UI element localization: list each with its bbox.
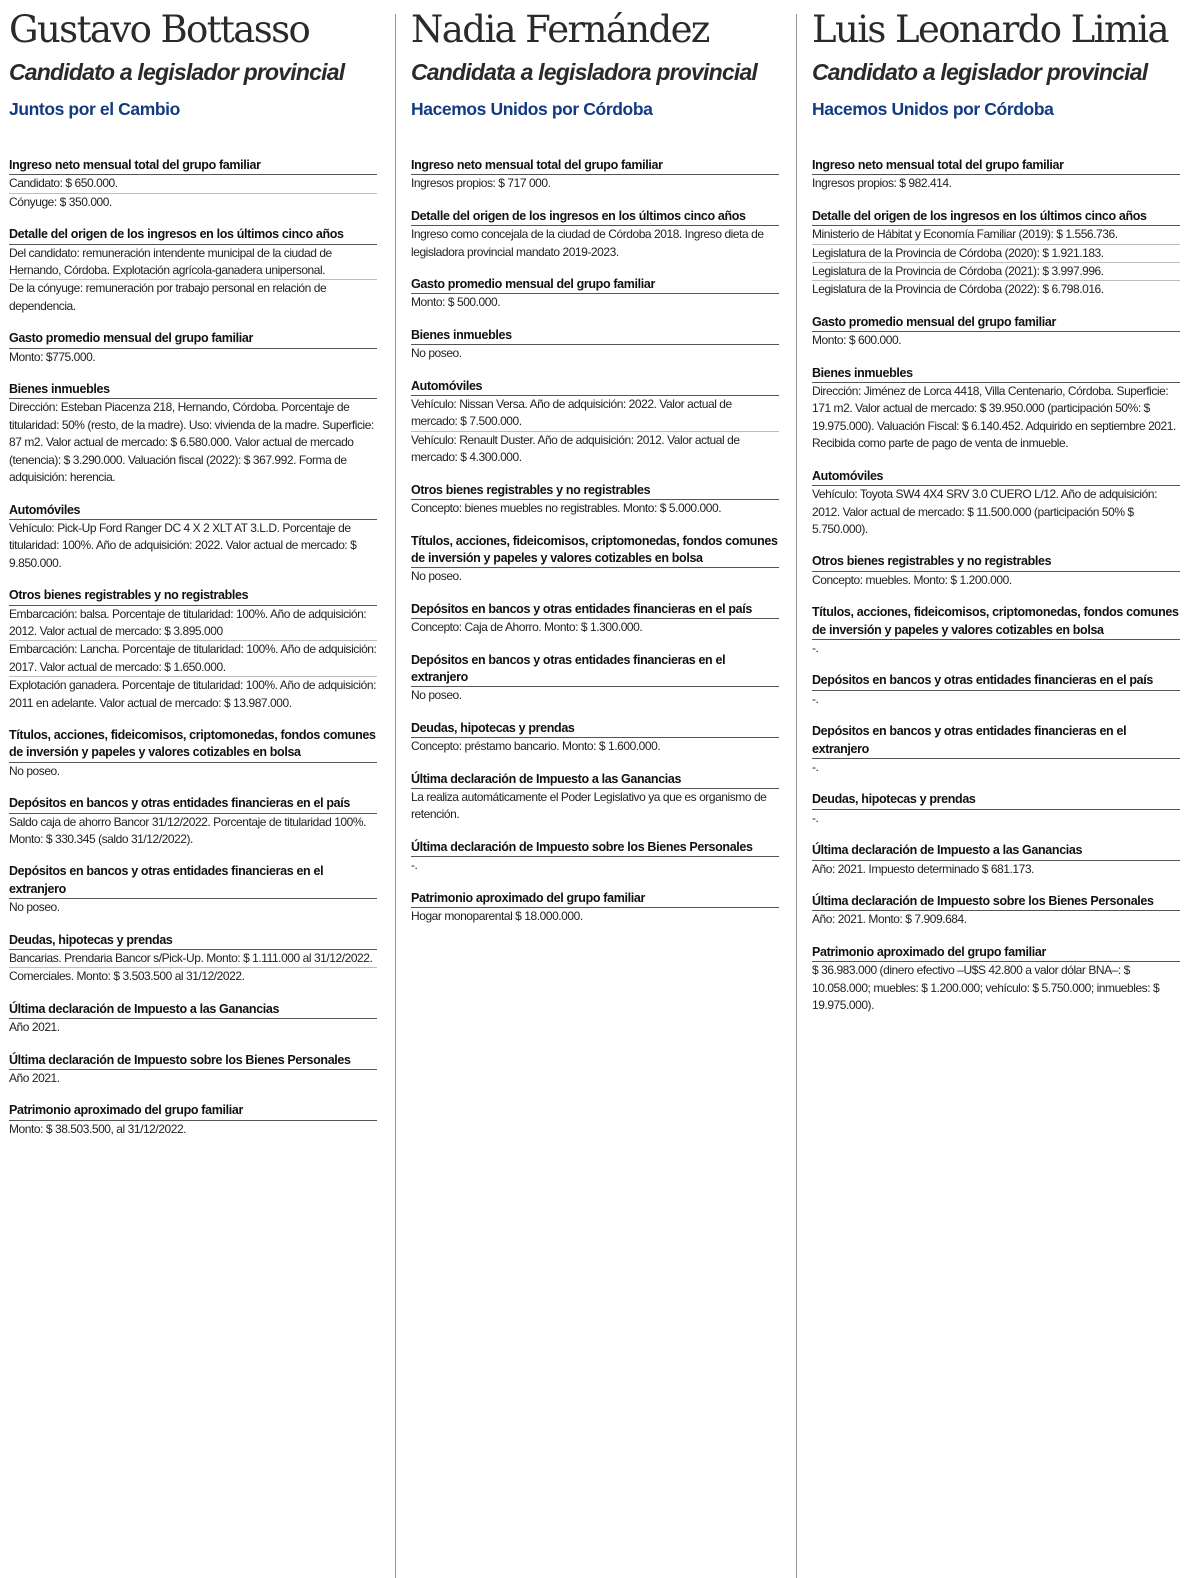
column-divider: [395, 14, 396, 1578]
declaration-sections: [812, 157, 1180, 1029]
candidate-role: Candidato a legislador provincial: [9, 59, 345, 85]
section-title: Gasto promedio mensual del grupo familiar: [411, 276, 779, 294]
declaration-section: [9, 727, 377, 780]
section-line: Monto: $775.000.: [9, 349, 96, 364]
declaration-section: [812, 208, 1180, 299]
section-line: Concepto: préstamo bancario. Monto: $ 1.600.000.: [411, 739, 661, 754]
declaration-section: [411, 208, 779, 261]
section-line: Año: 2021. Impuesto determinado $ 681.173.: [812, 861, 1034, 876]
candidate-role: Candidata a legisladora provincial: [411, 59, 758, 85]
section-line: -.: [812, 759, 819, 774]
section-line: Concepto: bienes muebles no registrables. Monto: $ 5.000.000.: [411, 501, 722, 516]
section-line: Del candidato: remuneración intendente municipal de la ciudad de Hernando, Córdoba. Explotación agrícola-ganadera unipersonal.: [9, 245, 377, 281]
candidate-name: Nadia Fernández: [411, 8, 709, 51]
declaration-section: [812, 553, 1180, 589]
section-line: Ministerio de Hábitat y Economía Familiar (2019): $ 1.556.736.: [812, 226, 1180, 244]
section-line: Vehículo: Nissan Versa. Año de adquisición: 2022. Valor actual de mercado: $ 7.500.000.: [411, 396, 779, 432]
section-line: Vehículo: Toyota SW4 4X4 SRV 3.0 CUERO L/12. Año de adquisición: 2012. Valor actual de mercado: $ 11.500.000 (participación 50% $ 5.750.000).: [812, 487, 1157, 536]
section-line: Vehículo: Pick-Up Ford Ranger DC 4 X 2 XLT AT 3.L.D. Porcentaje de titularidad: 100%. Año de adquisición: 2022. Valor actual de mercado: $ 9.850.000.: [9, 520, 357, 570]
section-title: Deudas, hipotecas y prendas: [812, 791, 1180, 809]
section-line: Año 2021.: [9, 1020, 60, 1035]
section-line: La realiza automáticamente el Poder Legislativo ya que es organismo de retención.: [411, 789, 767, 822]
section-line: Legislatura de la Provincia de Córdoba (2021): $ 3.997.996.: [812, 263, 1180, 281]
section-title: Última declaración de Impuesto sobre los Bienes Personales: [812, 893, 1180, 911]
section-line: Vehículo: Renault Duster. Año de adquisición: 2012. Valor actual de mercado: $ 4.300.000.: [411, 432, 740, 465]
candidate-name: Gustavo Bottasso: [9, 8, 310, 51]
section-line: -.: [812, 691, 819, 706]
section-line: Embarcación: Lancha. Porcentaje de titularidad: 100%. Año de adquisición: 2017. Valor actual de mercado: $ 1.650.000.: [9, 641, 377, 677]
declaration-section: [9, 1001, 377, 1037]
declaration-section: [411, 720, 779, 756]
section-title: Detalle del origen de los ingresos en los últimos cinco años: [411, 208, 779, 226]
section-title: Ingreso neto mensual total del grupo familiar: [411, 157, 779, 175]
declaration-section: [812, 365, 1180, 453]
section-line: Hogar monoparental $ 18.000.000.: [411, 909, 583, 923]
section-line: Ingresos propios: $ 717 000.: [411, 176, 551, 191]
section-line: No poseo.: [411, 688, 462, 703]
candidate-role: Candidato a legislador provincial: [812, 59, 1148, 85]
section-title: Otros bienes registrables y no registrables: [812, 553, 1180, 571]
declaration-section: [411, 771, 779, 824]
section-line: Monto: $ 600.000.: [812, 333, 902, 348]
section-title: Automóviles: [411, 378, 779, 396]
section-line: -.: [411, 858, 418, 873]
section-title: Títulos, acciones, fideicomisos, criptomonedas, fondos comunes de inversión y papeles y valores cotizables en bolsa: [812, 604, 1180, 640]
declaration-section: [812, 672, 1180, 708]
declaration-section: [812, 893, 1180, 929]
section-title: Gasto promedio mensual del grupo familiar: [9, 330, 377, 348]
section-title: Depósitos en bancos y otras entidades financieras en el país: [411, 601, 779, 619]
declaration-section: [812, 944, 1180, 1015]
section-title: Depósitos en bancos y otras entidades financieras en el extranjero: [411, 652, 779, 688]
section-title: Automóviles: [9, 502, 377, 520]
declaration-section: [812, 723, 1180, 776]
section-line: Cónyuge: $ 350.000.: [9, 194, 112, 209]
section-title: Depósitos en bancos y otras entidades financieras en el extranjero: [812, 723, 1180, 759]
section-line: Año 2021.: [9, 1071, 60, 1086]
declaration-sections: [9, 157, 377, 1153]
declaration-section: [9, 502, 377, 573]
declaration-section: [812, 842, 1180, 878]
candidate-party: Juntos por el Cambio: [9, 99, 180, 119]
declaration-section: [411, 378, 779, 467]
section-line: Monto: $ 500.000.: [411, 295, 501, 310]
section-line: $ 36.983.000 (dinero efectivo –U$S 42.800 a valor dólar BNA–: $ 10.058.000; muebles: $ 1.200.000; vehículo: $ 5.750.000; inmuebles: $ 19.975.000).: [812, 963, 1160, 1013]
section-line: No poseo.: [9, 763, 60, 778]
section-line: Ingresos propios: $ 982.414.: [812, 176, 952, 191]
declaration-section: [411, 533, 779, 586]
section-line: De la cónyuge: remuneración por trabajo personal en relación de dependencia.: [9, 281, 327, 313]
section-line: Legislatura de la Provincia de Córdoba (2022): $ 6.798.016.: [812, 282, 1104, 297]
declaration-section: [411, 327, 779, 363]
section-line: No poseo.: [411, 569, 462, 584]
section-title: Última declaración de Impuesto sobre los Bienes Personales: [411, 839, 779, 857]
section-title: Bienes inmuebles: [812, 365, 1180, 383]
declaration-section: [411, 601, 779, 637]
declaration-section: [9, 1052, 377, 1088]
section-line: Comerciales. Monto: $ 3.503.500 al 31/12/2022.: [9, 969, 245, 984]
declaration-section: [411, 276, 779, 312]
section-line: Saldo caja de ahorro Bancor 31/12/2022. Porcentaje de titularidad 100%. Monto: $ 330.345 (saldo 31/12/2022).: [9, 814, 366, 846]
section-line: Dirección: Jiménez de Lorca 4418, Villa Centenario, Córdoba. Superficie: 171 m2. Valor actual de mercado: $ 39.950.000 (participación 50%: $ 19.975.000). Valuación Fiscal: $ 6.140.452. Adquirido en septiembre 2021. Recibida como parte de pago de venta de inmueble.: [812, 384, 1176, 451]
declaration-section: [9, 932, 377, 986]
section-line: Monto: $ 38.503.500, al 31/12/2022.: [9, 1121, 187, 1136]
declaration-section: [9, 1102, 377, 1138]
declaration-section: [9, 795, 377, 848]
section-title: Detalle del origen de los ingresos en los últimos cinco años: [812, 208, 1180, 226]
section-title: Patrimonio aproximado del grupo familiar: [812, 944, 1180, 962]
declaration-section: [411, 652, 779, 705]
declaration-section: [812, 468, 1180, 539]
section-title: Depósitos en bancos y otras entidades financieras en el extranjero: [9, 863, 377, 899]
section-title: Ingreso neto mensual total del grupo familiar: [9, 157, 377, 175]
section-line: No poseo.: [411, 346, 462, 361]
section-line: Año: 2021. Monto: $ 7.909.684.: [812, 912, 967, 927]
declaration-section: [9, 330, 377, 366]
section-line: Candidato: $ 650.000.: [9, 175, 377, 193]
section-title: Depósitos en bancos y otras entidades financieras en el país: [9, 795, 377, 813]
section-line: Legislatura de la Provincia de Córdoba (2020): $ 1.921.183.: [812, 245, 1180, 263]
section-line: Concepto: muebles. Monto: $ 1.200.000.: [812, 572, 1012, 587]
declaration-section: [411, 157, 779, 193]
declaration-section: [9, 381, 377, 486]
section-title: Ingreso neto mensual total del grupo familiar: [812, 157, 1180, 175]
declaration-section: [9, 157, 377, 211]
section-line: Explotación ganadera. Porcentaje de titularidad: 100%. Año de adquisición: 2011 en adelante. Valor actual de mercado: $ 13.987.000.: [9, 678, 376, 710]
candidate-column: [9, 0, 381, 1578]
section-line: -.: [812, 810, 819, 825]
candidate-name: Luis Leonardo Limia: [812, 8, 1169, 51]
declaration-section: [812, 791, 1180, 827]
section-title: Deudas, hipotecas y prendas: [9, 932, 377, 950]
section-title: Gasto promedio mensual del grupo familiar: [812, 314, 1180, 332]
candidate-party: Hacemos Unidos por Córdoba: [411, 99, 653, 119]
declaration-section: [812, 157, 1180, 193]
section-line: Concepto: Caja de Ahorro. Monto: $ 1.300.000.: [411, 620, 643, 635]
section-title: Otros bienes registrables y no registrables: [9, 587, 377, 605]
declaration-sections: [411, 157, 779, 940]
section-line: -.: [812, 640, 819, 655]
section-title: Títulos, acciones, fideicomisos, criptomonedas, fondos comunes de inversión y papeles y valores cotizables en bolsa: [9, 727, 377, 763]
declaration-section: [411, 839, 779, 875]
section-title: Otros bienes registrables y no registrables: [411, 482, 779, 500]
section-line: No poseo.: [9, 900, 60, 915]
section-line: Dirección: Esteban Piacenza 218, Hernando, Córdoba. Porcentaje de titularidad: 50% (resto, de la madre). Uso: vivienda de la madre. Superficie: 87 m2. Valor actual de mercado: $ 6.580.000. Valor actual de mercado (tenencia): $ 3.290.000. Valuación fiscal (2022): $ 367.992. Forma de adquisición: herencia.: [9, 400, 374, 485]
section-title: Patrimonio aproximado del grupo familiar: [411, 890, 779, 908]
section-title: Automóviles: [812, 468, 1180, 486]
section-title: Bienes inmuebles: [411, 327, 779, 345]
declaration-section: [9, 863, 377, 916]
section-title: Deudas, hipotecas y prendas: [411, 720, 779, 738]
declaration-section: [411, 482, 779, 518]
section-title: Última declaración de Impuesto sobre los Bienes Personales: [9, 1052, 377, 1070]
section-title: Depósitos en bancos y otras entidades financieras en el país: [812, 672, 1180, 690]
candidate-column: [411, 0, 783, 1578]
declaration-section: [411, 890, 779, 926]
section-title: Títulos, acciones, fideicomisos, criptomonedas, fondos comunes de inversión y papeles y valores cotizables en bolsa: [411, 533, 779, 569]
section-title: Última declaración de Impuesto a las Ganancias: [9, 1001, 377, 1019]
column-divider: [796, 14, 797, 1578]
section-line: Embarcación: balsa. Porcentaje de titularidad: 100%. Año de adquisición: 2012. Valor actual de mercado: $ 3.895.000: [9, 606, 377, 642]
declaration-section: [9, 226, 377, 315]
section-line: Bancarias. Prendaria Bancor s/Pick-Up. Monto: $ 1.111.000 al 31/12/2022.: [9, 950, 377, 968]
section-title: Última declaración de Impuesto a las Ganancias: [411, 771, 779, 789]
declaration-section: [812, 314, 1180, 350]
section-title: Última declaración de Impuesto a las Ganancias: [812, 842, 1180, 860]
candidate-column: [812, 0, 1184, 1578]
section-title: Bienes inmuebles: [9, 381, 377, 399]
section-title: Detalle del origen de los ingresos en los últimos cinco años: [9, 226, 377, 244]
section-title: Patrimonio aproximado del grupo familiar: [9, 1102, 377, 1120]
section-line: Ingreso como concejala de la ciudad de Córdoba 2018. Ingreso dieta de legisladora provincial mandato 2019-2023.: [411, 227, 764, 259]
candidate-party: Hacemos Unidos por Córdoba: [812, 99, 1054, 119]
declaration-section: [812, 604, 1180, 657]
declaration-section: [9, 587, 377, 712]
